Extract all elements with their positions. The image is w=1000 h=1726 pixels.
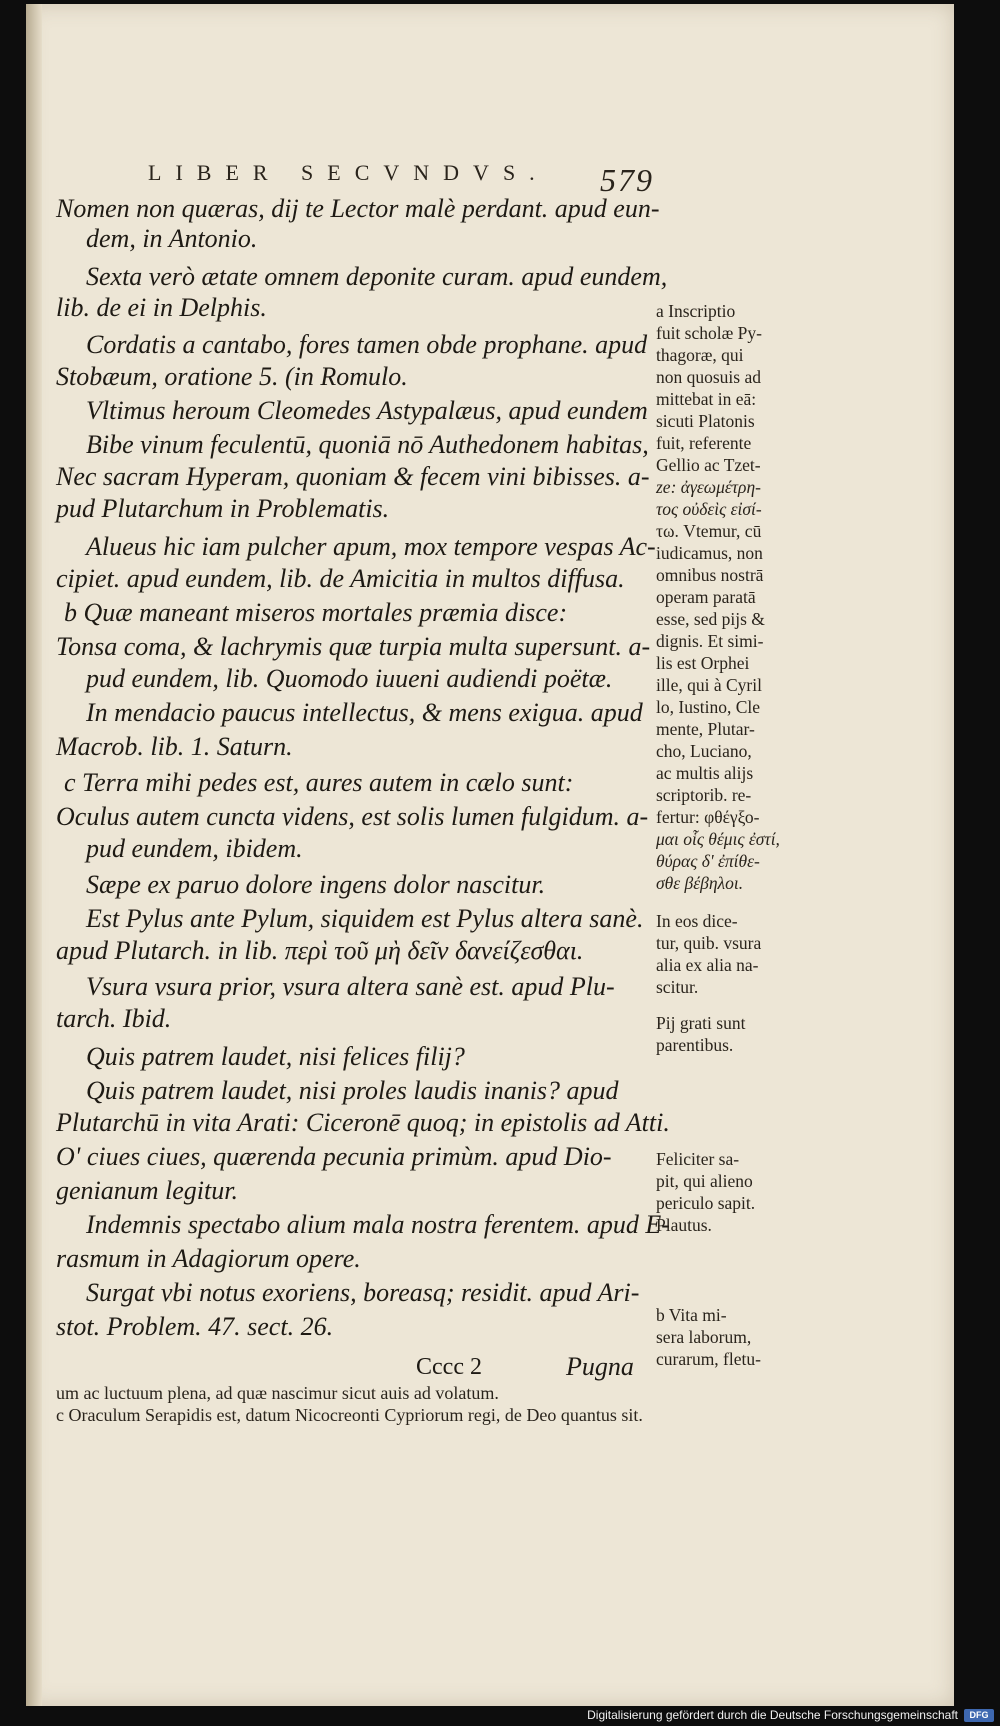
text-line: c Terra mihi pedes est, aures autem in cælo sunt:: [64, 768, 574, 797]
sidenote-line: thagoræ, qui: [656, 345, 744, 365]
catchword: Pugna: [566, 1352, 634, 1381]
text-line: Sexta verò ætate omnem deponite curam. apud eundem,: [86, 262, 668, 291]
text-line: Macrob. lib. 1. Saturn.: [56, 732, 293, 761]
footnote-line: c Oraculum Serapidis est, datum Nicocreonti Cypriorum regi, de Deo quantus sit.: [56, 1405, 643, 1425]
sidenote-line: omnibus nostrā: [656, 565, 764, 585]
text-line: pud eundem, ibidem.: [86, 834, 303, 863]
sidenote-line: lis est Orphei: [656, 653, 750, 673]
sidenote-line: scitur.: [656, 977, 699, 997]
text-line: Nomen non quæras, dij te Lector malè perdant. apud eun-: [56, 194, 660, 223]
sidenote-line: ac multis alijs: [656, 763, 754, 783]
funding-credit: Digitalisierung gefördert durch die Deutsche Forschungsgemeinschaft: [587, 1708, 958, 1722]
sidenote-line: pit, qui alieno: [656, 1171, 753, 1191]
sidenote-line: ze: ἀγεωμέτρη-: [656, 477, 761, 497]
sidenote-line: periculo sapit.: [656, 1193, 756, 1213]
sidenote-line: τος οὐδεὶς εἰσί-: [656, 499, 762, 519]
sidenote-line: fuit, referente: [656, 433, 752, 453]
sidenote-line: σθε βέβηλοι.: [656, 873, 744, 893]
text-line: Tonsa coma, & lachrymis quæ turpia multa supersunt. a-: [56, 632, 651, 661]
sidenote-line: Gellio ac Tzet-: [656, 455, 761, 475]
text-line: Bibe vinum feculentū, quoniā nō Authedonem habitas,: [86, 430, 649, 459]
sidenote-line: fertur: φθέγξο-: [656, 807, 760, 827]
sidenote-line: lo, Iustino, Cle: [656, 697, 761, 717]
text-line: rasmum in Adagiorum opere.: [56, 1244, 361, 1273]
text-line: Quis patrem laudet, nisi proles laudis inanis? apud: [86, 1076, 619, 1105]
text-line: apud Plutarch. in lib. περὶ τοῦ μὴ δεῖν δανείζεσθαι.: [56, 936, 584, 965]
book-page: [26, 4, 954, 1706]
sidenote-line: parentibus.: [656, 1035, 734, 1055]
page-number: 579: [600, 162, 654, 198]
sidenote-line: esse, sed pijs &: [656, 609, 765, 629]
footnote-line: um ac luctuum plena, ad quæ nascimur sicut auis ad volatum.: [56, 1383, 499, 1403]
sidenote-line: tur, quib. vsura: [656, 933, 762, 953]
signature-mark: Cccc 2: [416, 1354, 482, 1380]
text-line: Alueus hic iam pulcher apum, mox tempore vespas Ac-: [86, 532, 656, 561]
text-line: Vsura vsura prior, vsura altera sanè est. apud Plu-: [86, 972, 615, 1001]
sidenote-line: fuit scholæ Py-: [656, 323, 762, 343]
sidenote-line: mente, Plutar-: [656, 719, 755, 739]
sidenote-line: Pij grati sunt: [656, 1013, 746, 1033]
text-line: lib. de ei in Delphis.: [56, 293, 267, 322]
text-line: Surgat vbi notus exoriens, boreasq; residit. apud Ari-: [86, 1278, 640, 1307]
text-line: b Quæ maneant miseros mortales præmia disce:: [64, 598, 568, 627]
sidenote-line: cho, Luciano,: [656, 741, 752, 761]
text-line: In mendacio paucus intellectus, & mens exigua. apud: [86, 698, 643, 727]
sidenote-line: In eos dice-: [656, 911, 738, 931]
text-line: Quis patrem laudet, nisi felices filij?: [86, 1042, 465, 1071]
text-line: Est Pylus ante Pylum, siquidem est Pylus altera sanè.: [86, 904, 644, 933]
running-head: LIBER SECVNDVS.: [148, 160, 549, 185]
sidenote-line: operam paratā: [656, 587, 756, 607]
sidenote-line: μαι οἷς θέμις ἐστί,: [656, 829, 780, 849]
text-line: Vltimus heroum Cleomedes Astypalæus, apud eundem: [86, 396, 648, 425]
text-line: Nec sacram Hyperam, quoniam & fecem vini bibisses. a-: [56, 462, 650, 491]
sidenote-line: a Inscriptio: [656, 301, 736, 321]
dfg-logo: DFG: [964, 1709, 994, 1722]
sidenote-line: ille, qui à Cyril: [656, 675, 762, 695]
sidenote-line: mittebat in eā:: [656, 389, 757, 409]
text-line: Plutarchū in vita Arati: Ciceronē quoq; in epistolis ad Atti.: [56, 1108, 670, 1137]
text-line: cipiet. apud eundem, lib. de Amicitia in multos diffusa.: [56, 564, 625, 593]
sidenote-line: alia ex alia na-: [656, 955, 759, 975]
text-line: tarch. Ibid.: [56, 1004, 172, 1033]
text-line: stot. Problem. 47. sect. 26.: [56, 1312, 334, 1341]
text-line: dem, in Antonio.: [86, 224, 258, 253]
sidenote-line: scriptorib. re-: [656, 785, 752, 805]
sidenote-line: θύρας δ' ἐπίθε-: [656, 851, 760, 871]
sidenote-line: Plautus.: [656, 1215, 712, 1235]
text-line: Stobæum, oratione 5. (in Romulo.: [56, 362, 408, 391]
sidenote-line: iudicamus, non: [656, 543, 763, 563]
page-gutter-shadow: [26, 4, 42, 1706]
sidenote-line: sicuti Platonis: [656, 411, 755, 431]
text-line: Oculus autem cuncta videns, est solis lumen fulgidum. a-: [56, 802, 649, 831]
text-line: pud eundem, lib. Quomodo iuueni audiendi poëtæ.: [86, 664, 613, 693]
sidenote-line: non quosuis ad: [656, 367, 761, 387]
sidenote-line: dignis. Et simi-: [656, 631, 764, 651]
digitization-footer: [0, 1706, 1000, 1726]
sidenote-line: Feliciter sa-: [656, 1149, 740, 1169]
text-line: Sæpe ex paruo dolore ingens dolor nascitur.: [86, 870, 546, 899]
text-line: Cordatis a cantabo, fores tamen obde prophane. apud: [86, 330, 648, 359]
sidenote-line: b Vita mi-: [656, 1305, 727, 1325]
text-line: O' ciues ciues, quærenda pecunia primùm. apud Dio-: [56, 1142, 612, 1171]
sidenote-line: curarum, fletu-: [656, 1349, 761, 1369]
text-line: pud Plutarchum in Problematis.: [56, 494, 390, 523]
text-line: Indemnis spectabo alium mala nostra ferentem. apud E-: [86, 1210, 670, 1239]
sidenote-line: τω. Vtemur, cū: [656, 521, 762, 541]
text-line: genianum legitur.: [56, 1176, 238, 1205]
sidenote-line: sera laborum,: [656, 1327, 752, 1347]
